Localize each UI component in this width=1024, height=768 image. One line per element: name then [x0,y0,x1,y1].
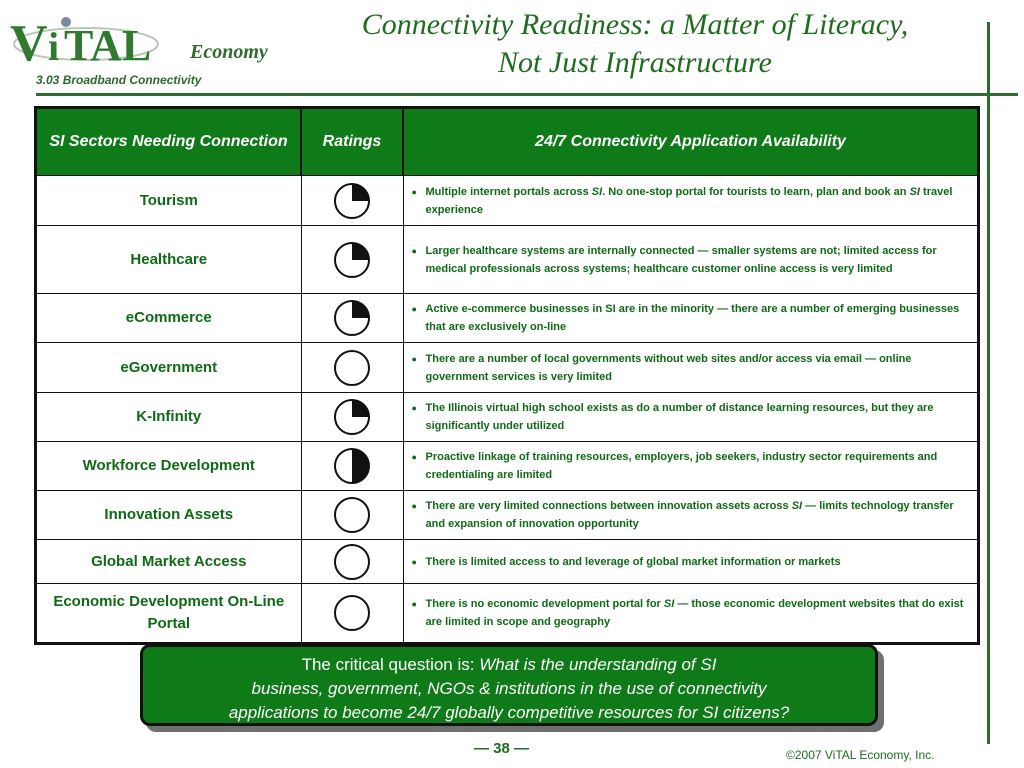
sector-name: Workforce Development [37,442,301,491]
desc-fragment: SI [591,185,603,198]
table-row [37,442,977,491]
copyright: ©2007 ViTAL Economy, Inc. [786,748,935,762]
harvey-ball-icon [332,593,372,633]
table-header-row [37,109,977,176]
question-lead: The critical question is: [301,655,480,674]
desc-fragment: The Illinois virtual high school exists as do a number of distance learning resources, but they are significantly under utilized [425,402,934,432]
bullet-item [412,595,966,631]
desc-fragment: . No one-stop portal for tourists to learn, plan and book an [602,185,910,198]
bullet-item [412,553,966,571]
rating-cell [301,393,403,442]
harvey-ball-icon [332,397,372,437]
question-line-3: applications to become 24/7 globally competitive resources for SI citizens? [228,703,790,722]
rating-cell [301,540,403,584]
desc-fragment: There are very limited connections between innovation assets across [425,500,792,512]
bullet-text [426,497,966,533]
availability-description [403,442,977,491]
availability-description [403,176,977,226]
rating-cell [301,343,403,393]
page-title [290,6,980,82]
sector-name: Tourism [37,176,301,226]
svg-text:Economy: Economy [190,41,268,63]
table-row [37,393,977,442]
sector-name: Innovation Assets [37,491,301,540]
desc-fragment: — limits technology transfer and expansion of innovation opportunity [425,500,954,530]
availability-description [403,343,977,393]
desc-fragment: Active e-commerce businesses in SI are in the minority — there are a number of emerging businesses that are exclusively on-line [425,303,960,333]
table-row [37,294,977,343]
rating-cell [301,491,403,540]
rating-cell [301,294,403,343]
sector-name: Healthcare [37,226,301,294]
vital-economy-logo [4,6,284,72]
title-line-2: Not Just Infrastructure [498,46,772,79]
bullet-item [412,448,966,484]
sectors-table [34,106,980,645]
rating-cell [301,176,403,226]
bullet-text [426,242,966,278]
sector-name: Economic Development On-Line Portal [37,584,301,642]
bullet-icon: ● [411,403,417,413]
availability-description [403,226,977,294]
bullet-text [426,553,966,571]
desc-fragment: SI [909,185,920,198]
sector-name: K-Infinity [37,393,301,442]
desc-fragment: SI [791,500,803,512]
harvey-ball-icon [332,495,372,535]
corner-rule [972,93,1018,96]
harvey-ball-icon [332,298,372,338]
desc-fragment: SI [663,597,675,610]
bullet-item [412,350,966,386]
question-line-1: What is the understanding of SI [479,655,717,674]
harvey-ball-icon [332,446,372,486]
bullet-text [426,300,966,336]
rating-cell [301,226,403,294]
sector-name: eGovernment [37,343,301,393]
desc-fragment: There is limited access to and leverage of global market information or markets [425,555,841,568]
sector-name: eCommerce [37,294,301,343]
question-line-2: business, government, NGOs & institutions in the use of connectivity [251,679,767,698]
bullet-item [412,183,966,219]
bullet-icon: ● [411,186,417,197]
availability-description [403,491,977,540]
desc-fragment: travel experience [425,185,953,216]
bullet-icon: ● [411,501,417,511]
critical-question-box [140,644,878,726]
bullet-text [426,183,966,219]
svg-text:TAL: TAL [64,21,152,70]
bullet-item [412,300,966,336]
bullet-item [412,242,966,278]
bullet-item [412,399,966,435]
desc-fragment: — those economic development websites that do exist are limited in scope and geography [425,597,964,628]
harvey-ball-icon [332,542,372,582]
table-row [37,491,977,540]
page-number: — 38 — [474,740,530,757]
availability-description [403,294,977,343]
table-row [37,343,977,393]
bullet-text [426,448,966,484]
harvey-ball-icon [332,240,372,280]
sector-name: Global Market Access [37,540,301,584]
bullet-icon: ● [411,353,417,364]
harvey-ball-icon [332,181,372,221]
availability-description [403,584,977,642]
table-row [37,540,977,584]
desc-fragment: Multiple internet portals across [425,185,592,198]
bullet-icon: ● [411,304,417,314]
rating-cell [301,584,403,642]
bullet-icon: ● [411,452,417,462]
header-rule [36,93,1000,96]
right-rule [987,22,990,744]
availability-description [403,393,977,442]
bullet-text [426,595,966,631]
svg-text:i: i [48,24,60,69]
table-row [37,584,977,642]
header-availability: 24/7 Connectivity Application Availability [403,109,977,176]
desc-fragment: There is no economic development portal for [425,597,664,610]
rating-cell [301,442,403,491]
bullet-icon: ● [411,598,417,609]
header-ratings: Ratings [301,109,403,176]
desc-fragment: Larger healthcare systems are internally connected — smaller systems are not; limited access for medical professionals across systems; healthcare customer online access is very limited [425,244,937,275]
desc-fragment: Proactive linkage of training resources, employers, job seekers, industry sector requirements and credentialing are limited [425,451,938,481]
table-row [37,226,977,294]
bullet-text [426,399,966,435]
section-subtitle: 3.03 Broadband Connectivity [36,73,202,87]
header-sectors: SI Sectors Needing Connection [37,109,301,176]
bullet-text [426,350,966,386]
bullet-icon: ● [411,556,417,567]
title-line-1: Connectivity Readiness: a Matter of Literacy, [361,8,909,41]
bullet-icon: ● [411,245,417,256]
table-row [37,176,977,226]
bullet-item [412,497,966,533]
harvey-ball-icon [332,348,372,388]
desc-fragment: There are a number of local governments without web sites and/or access via email — online government services is very limited [425,352,912,383]
svg-text:V: V [10,15,48,72]
availability-description [403,540,977,584]
